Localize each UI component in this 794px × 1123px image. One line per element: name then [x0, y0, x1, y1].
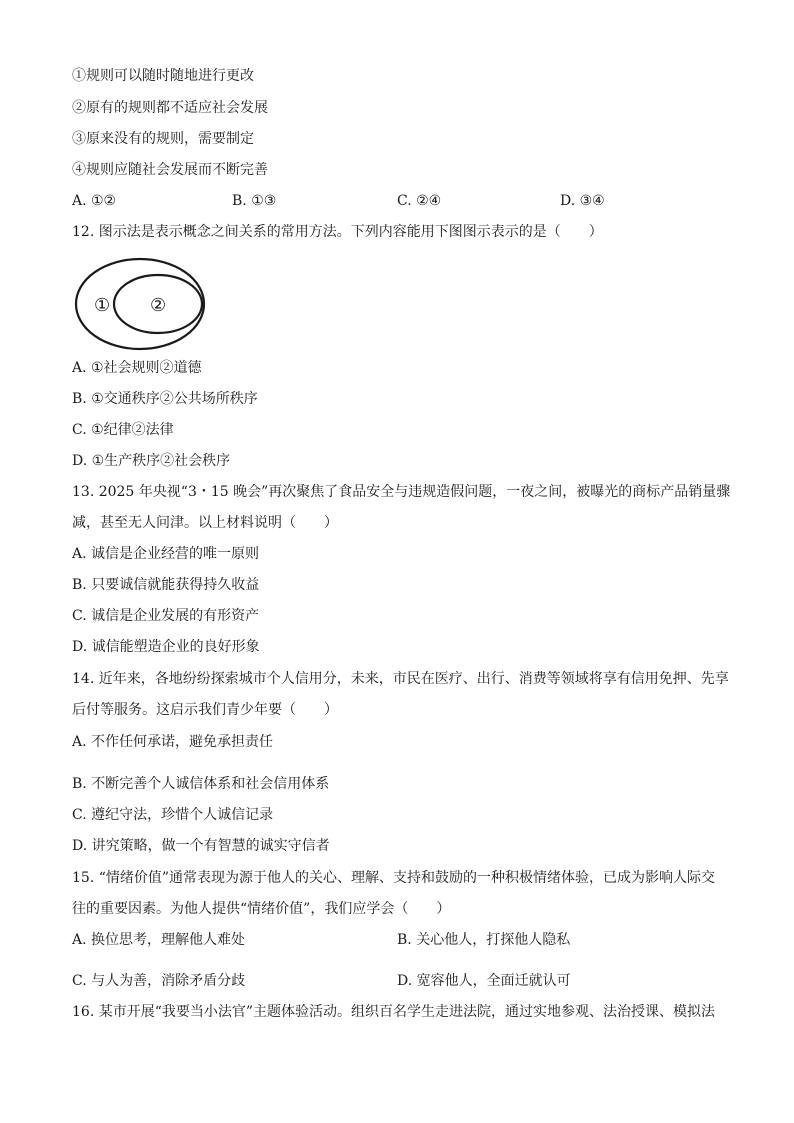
q11-item-2: ②原有的规则都不适应社会发展: [72, 100, 268, 116]
q11-option-a: A. ①②: [72, 193, 117, 209]
q11-item-1: ①规则可以随时随地进行更改: [72, 68, 254, 84]
q14-option-d: D. 讲究策略，做一个有智慧的诚实守信者: [72, 838, 330, 854]
q12-option-c: C. ①纪律②法律: [72, 422, 174, 438]
q13-stem-line1: 13. 2025 年央视“3・15 晚会”再次聚焦了食品安全与违规造假问题，一夜之间，被曝光的商标产品销量骤: [72, 484, 731, 500]
q14-option-c: C. 遵纪守法，珍惜个人诚信记录: [72, 807, 274, 823]
concept-diagram: [72, 252, 212, 352]
q15-option-a: A. 换位思考，理解他人难处: [72, 932, 246, 948]
q15-options-row1: [72, 930, 732, 950]
q13-option-a: A. 诚信是企业经营的唯一原则: [72, 546, 260, 562]
q13-option-d: D. 诚信能塑造企业的良好形象: [72, 639, 260, 655]
outer-label: ①: [94, 295, 111, 316]
q11-item-4: ④规则应随社会发展而不断完善: [72, 162, 268, 178]
q13-stem-line2: 减，甚至无人问津。以上材料说明（ ）: [72, 515, 338, 531]
q12-option-d: D. ①生产秩序②社会秩序: [72, 453, 231, 469]
q14-stem-line2: 后付等服务。这启示我们青少年要（ ）: [72, 702, 338, 718]
q15-option-d: D. 宽容他人，全面迁就认可: [397, 973, 571, 989]
q11-options: [72, 191, 732, 211]
q11-option-c: C. ②④: [397, 193, 442, 209]
inner-label: ②: [150, 295, 167, 316]
q12-option-a: A. ①社会规则②道德: [72, 360, 202, 376]
q12-option-b: B. ①交通秩序②公共场所秩序: [72, 391, 258, 407]
q15-option-b: B. 关心他人，打探他人隐私: [397, 932, 571, 948]
q14-option-b: B. 不断完善个人诚信体系和社会信用体系: [72, 776, 330, 792]
q16-stem-line1: 16. 某市开展“我要当小法官”主题体验活动。组织百名学生走进法院，通过实地参观、法治授课、模拟法: [72, 1004, 716, 1020]
q15-option-c: C. 与人为善，消除矛盾分歧: [72, 973, 246, 989]
q15-stem-line2: 往的重要因素。为他人提供“情绪价值”，我们应学会（ ）: [72, 901, 451, 917]
q12-stem: 12. 图示法是表示概念之间关系的常用方法。下列内容能用下图图示表示的是（ ）: [72, 224, 603, 240]
q13-option-b: B. 只要诚信就能获得持久收益: [72, 577, 260, 593]
q14-option-a: A. 不作任何承诺，避免承担责任: [72, 734, 274, 750]
q11-option-d: D. ③④: [560, 193, 605, 209]
q15-options-row2: [72, 971, 732, 991]
q11-item-3: ③原来没有的规则，需要制定: [72, 131, 254, 147]
q11-option-b: B. ①③: [232, 193, 277, 209]
q13-option-c: C. 诚信是企业发展的有形资产: [72, 608, 260, 624]
q14-stem-line1: 14. 近年来，各地纷纷探索城市个人信用分，未来，市民在医疗、出行、消费等领域将享有信用免押、先享: [72, 671, 729, 687]
q15-stem-line1: 15. “情绪价值”通常表现为源于他人的关心、理解、支持和鼓励的一种积极情绪体验，已成为影响人际交: [72, 870, 716, 886]
